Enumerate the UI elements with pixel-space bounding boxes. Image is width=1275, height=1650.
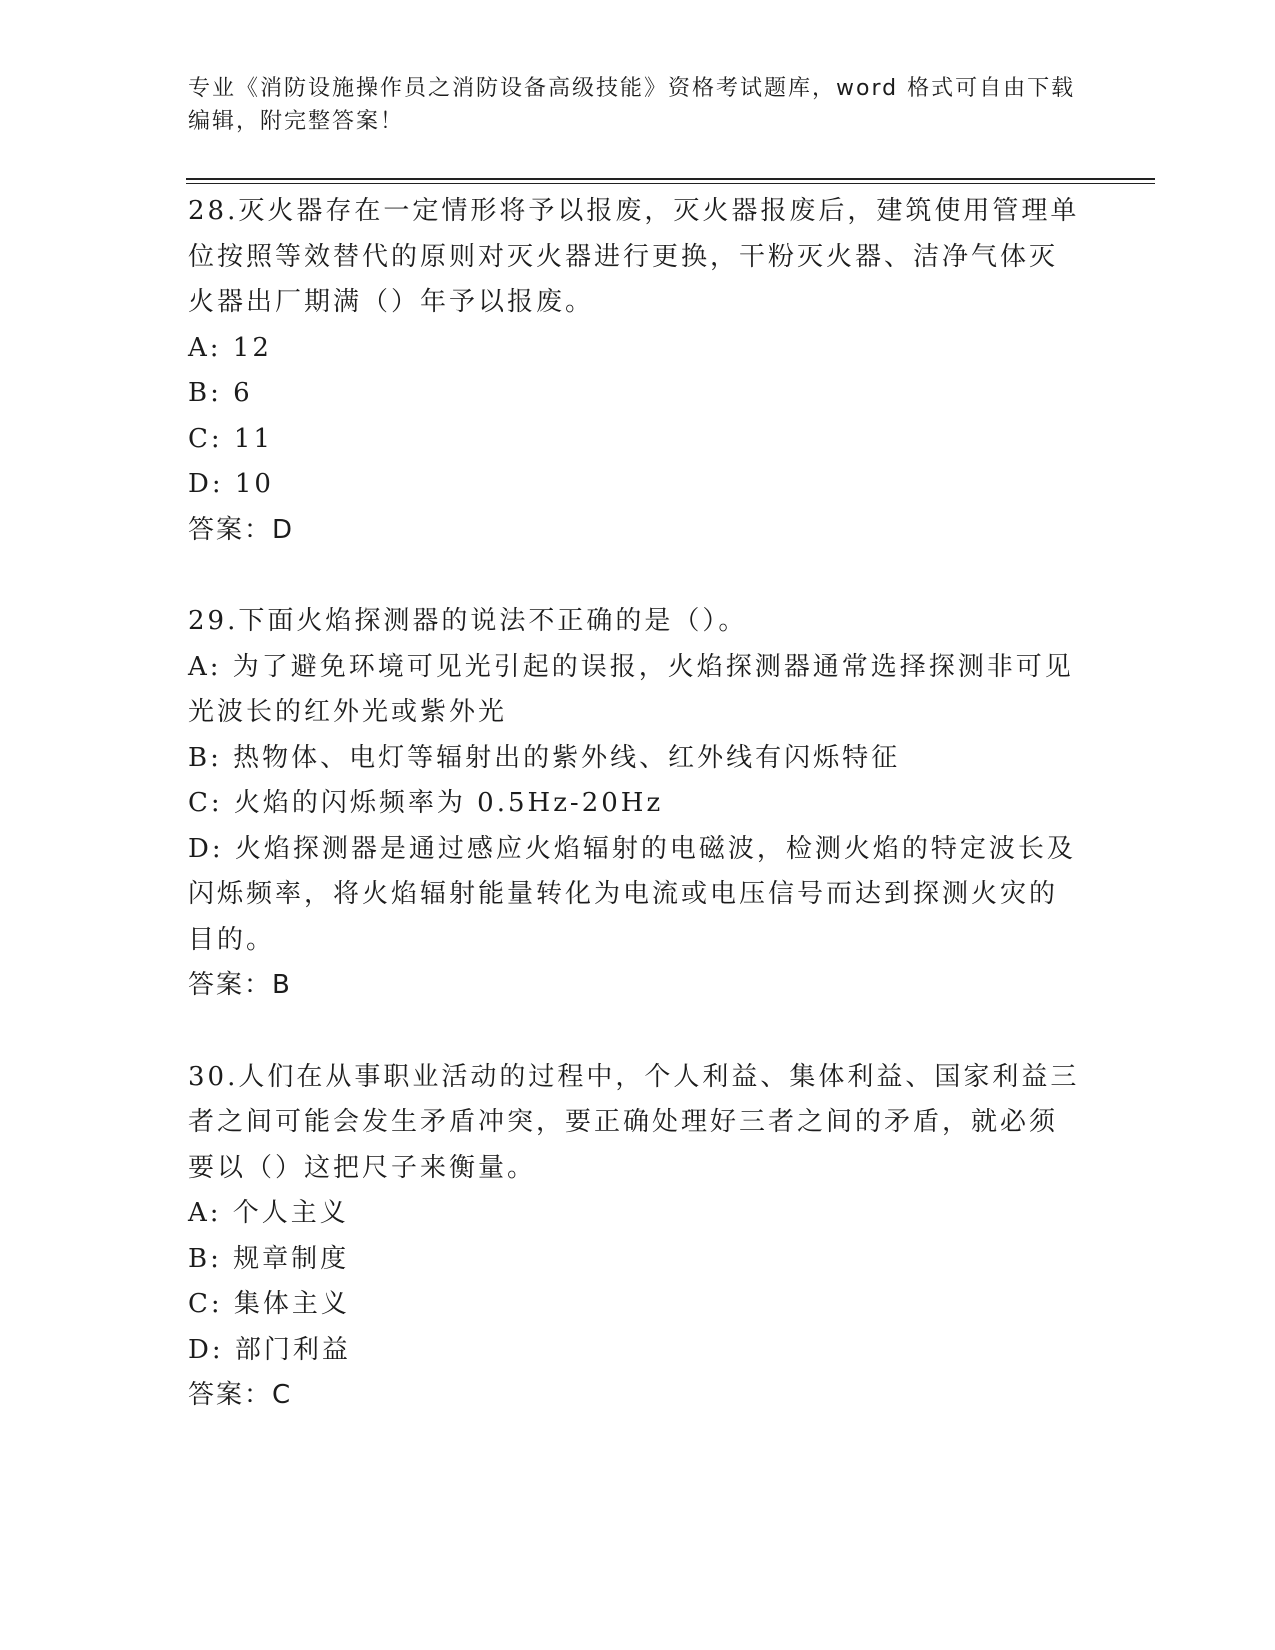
question-stem: 28.灭火器存在一定情形将予以报废，灭火器报废后，建筑使用管理单位按照等效替代的原则对灭火器进行更换，干粉灭火器、洁净气体灭火器出厂期满（）年予以报废。 [188,196,1080,317]
question-stem: 30.人们在从事职业活动的过程中，个人利益、集体利益、国家利益三者之间可能会发生矛盾冲突，要正确处理好三者之间的矛盾，就必须要以（）这把尺子来衡量。 [188,1061,1080,1183]
question-30 [188,1055,1083,1419]
option-d: D: 10 [188,469,274,499]
option-c: C: 火焰的闪烁频率为 0.5Hz-20Hz [188,788,664,818]
option-d: D: 部门利益 [188,1334,351,1365]
question-list [188,189,1083,1465]
document-header: 专业《消防设施操作员之消防设备高级技能》资格考试题库，word 格式可自由下载编辑，附完整答案！ [188,76,1076,134]
option-a: A: 个人主义 [188,1198,349,1228]
answer: 答案：D [188,514,295,545]
answer: 答案：B [188,970,292,1000]
question-28 [188,189,1083,553]
option-d: D: 火焰探测器是通过感应火焰辐射的电磁波，检测火焰的特定波长及闪烁频率，将火焰辐射能量转化为电流或电压信号而达到探测火灾的目的。 [188,833,1076,955]
answer: 答案：C [188,1380,293,1410]
question-29 [188,599,1083,1009]
option-c: C: 集体主义 [188,1289,350,1319]
option-b: B: 热物体、电灯等辐射出的紫外线、红外线有闪烁特征 [188,742,901,773]
option-a: A: 为了避免环境可见光引起的误报，火焰探测器通常选择探测非可见光波长的红外光或紫外光 [188,651,1074,727]
header-divider-thin [186,183,1155,184]
option-b: B: 6 [188,378,253,408]
option-b: B: 规章制度 [188,1243,350,1274]
header-divider-thick [186,178,1155,180]
option-a: A: 12 [188,332,272,363]
option-c: C: 11 [188,423,274,454]
question-stem: 29.下面火焰探测器的说法不正确的是（）。 [188,606,748,636]
